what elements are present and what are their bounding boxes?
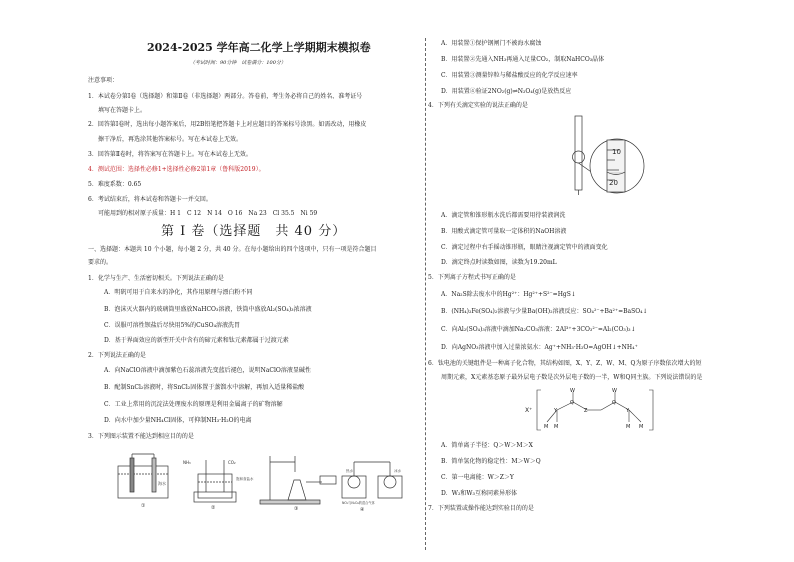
option: D．向水中加少量NH₄Cl固体，可抑制NH₃·H₂O的电离 [104,417,252,424]
atom-y: Y [554,408,558,414]
exam-subtitle: （考试时间：90分钟 试卷满分：100分） [190,60,286,66]
atom-w: W [570,388,575,394]
option: B．用酸式滴定管可量取一定体积的NaOH溶液 [441,228,567,235]
option: C．工业上常用的沉淀法处理废水的原理是利用金属离子的矿物溶解 [104,401,283,408]
atom-w: W [612,388,617,394]
fig-number-4: ④ [360,507,365,512]
note-line: 2．回答第Ⅰ卷时，选出每小题答案后，用2B铅笔把答题卡上对应题目的答案标号涂黑。如需改动，用橡皮 [88,121,367,128]
question-stem: 5．下列离子方程式书写正确的是 [428,274,516,281]
atom-q: Q [612,400,616,406]
column-divider [425,38,426,550]
atom-m: M [544,424,549,430]
option: C．第一电离能：W＞Z＞Y [441,474,514,481]
fig-label-hot-water: 热水 [346,469,353,473]
option: D．用装置④验证2NO₂(g)⇌N₂O₄(g)是放热反应 [441,88,572,95]
atom-m: M [626,424,631,430]
note-line: 6．考试结束后，将本试卷和答题卡一并交回。 [88,196,212,203]
q3-apparatus-figure [110,452,410,512]
burette-mark-10: 10 [612,148,621,156]
ionic-structure-figure [525,386,665,434]
burette-figure [555,114,645,196]
option: A．向NaClO溶液中滴加紫色石蕊溶液先变蓝后褪色，说明NaClO溶液显碱性 [104,367,311,374]
option: C．误服可溶性钡盐后尽快用5%的CuSO₄溶液洗胃 [104,322,240,329]
option: D．滴定终点时读数如图，读数为19.20mL [441,259,557,266]
atom-z: Z [584,408,588,414]
option: D．W₂和W₃互称同素异形体 [441,490,517,497]
option: C．滴定过程中右手摇动锥形瓶，眼睛注视滴定管中的液面变化 [441,244,608,251]
option: B．泡沫灭火器内的玻璃筒里盛放NaHCO₃溶液，铁筒中盛放Al₂(SO₄)₃浓溶液 [104,306,312,313]
exam-title: 2024-2025 学年高二化学上学期期末模拟卷 [147,41,371,54]
section-title: 第 Ⅰ 卷（选择题 共 40 分） [161,224,347,239]
question-stem: 4．下列有关滴定实验的说法正确的是 [428,102,528,109]
fig-number-1: ① [141,503,146,509]
atomic-masses: 可能用到的相对原子质量：H 1 C 12 N 14 O 16 Na 23 Cl 35.5 Ni 59 [98,210,318,217]
fig-label-nh3: NH₃ [183,460,191,465]
option: B．用装置②先通入NH₃再通入足量CO₂，制取NaHCO₃晶体 [441,56,605,63]
difficulty: 5．难度系数：0.65 [88,181,142,188]
atom-q: Q [570,400,574,406]
option: D．基于界面效应的新型开关中含有的碲元素和钛元素都属于过渡元素 [104,337,289,344]
option: B．(NH₄)₂Fe(SO₄)₂溶液与少量Ba(OH)₂溶液反应：SO₄²⁻+Ba²⁺=BaSO₄↓ [441,308,648,315]
burette-mark-20: 20 [609,179,618,187]
apparatus-1 [118,454,168,498]
question-stem: 6．钛电池的关键组件是一种离子化合物，其结构如图，X、Y、Z、W、M、Q为原子序数依次增大的短 [428,360,702,367]
note-line: 3．回答第Ⅱ卷时，将答案写在答题卡上。写在本试卷上无效。 [88,151,252,158]
question-stem: 周期元素，X元素基态原子最外层电子数是次外层电子数的一半，W和Q同主族。下列说法错误的是 [441,374,703,381]
atom-y: Y [626,408,630,414]
fig-label-co2: CO₂ [228,460,236,465]
question-stem: 2．下列说法正确的是 [88,352,146,359]
fig-label-brine: 饱和食盐水 [236,477,254,481]
fig-number-3: ③ [294,506,299,512]
option: A．明矾可用于自来水的净化，其作用原理与漂白粉不同 [104,289,253,296]
apparatus-4 [342,462,402,498]
note-line: 擦干净后，再选涂其他答案标号。写在本试卷上无效。 [98,136,243,143]
question-stem: 3．下列图示装置不能达到相应目的的是 [88,433,194,440]
apparatus-3 [260,456,336,504]
option: B．简单氢化物的稳定性：M＞W＞Q [441,458,541,465]
option: A．用装置①保护钢闸门不被海水腐蚀 [441,40,542,47]
instructions-line: 一、选择题：本题共 10 个小题，每小题 2 分，共 40 分。在每小题给出的四个选项中，只有一项是符合题目 [88,246,377,253]
apparatus-2 [194,460,236,502]
option: A．简单离子半径：Q＞W＞M＞X [441,442,533,449]
fig-label-seawater: 海水 [158,481,166,486]
atom-m: M [554,424,559,430]
option: C．用装置③测量锌粒与稀盐酸反应的化学反应速率 [441,72,578,79]
question-stem: 1．化学与生产、生活密切相关。下列说法正确的是 [88,275,224,282]
option: A．Na₂S除去废水中的Hg²⁺：Hg²⁺+S²⁻=HgS↓ [441,291,576,298]
fig-label-no2-mixture: NO₂与N₂O₄的混合气体 [342,501,375,505]
option: A．滴定管和锥形瓶水洗后都需要用待装液润洗 [441,212,566,219]
fig-number-2: ② [211,505,216,511]
option: C．向Al₂(SO₄)₃溶液中滴加Na₂CO₃溶液：2Al³⁺+3CO₃²⁻=Al₂(CO₃)₃↓ [441,326,636,333]
notes-heading: 注意事项： [88,77,119,84]
fig-label-ice-water: 冰水 [394,469,401,473]
option: B．配制SnCl₂溶液时，将SnCl₂固体置于蒸馏水中溶解，再加入适量稀盐酸 [104,384,305,391]
test-scope: 4．测试范围：选择性必修1+选择性必修2第1章（鲁科版2019）。 [88,166,265,173]
note-line: 1．本试卷分第Ⅰ卷（选择题）和第Ⅱ卷（非选择题）两部分。答卷前，考生务必将自己的姓名、准考证号 [88,93,363,100]
question-stem: 7．下列装置或操作能达到实验目的的是 [428,505,534,512]
atom-m: M [639,424,644,430]
cation-x: X⁺ [525,407,533,414]
note-line: 填写在答题卡上。 [98,107,147,114]
option: D．向AgNO₃溶液中加入过量浓氨水：Ag⁺+NH₃·H₂O=AgOH↓+NH₄⁺ [441,344,638,351]
instructions-line: 要求的。 [88,259,113,266]
